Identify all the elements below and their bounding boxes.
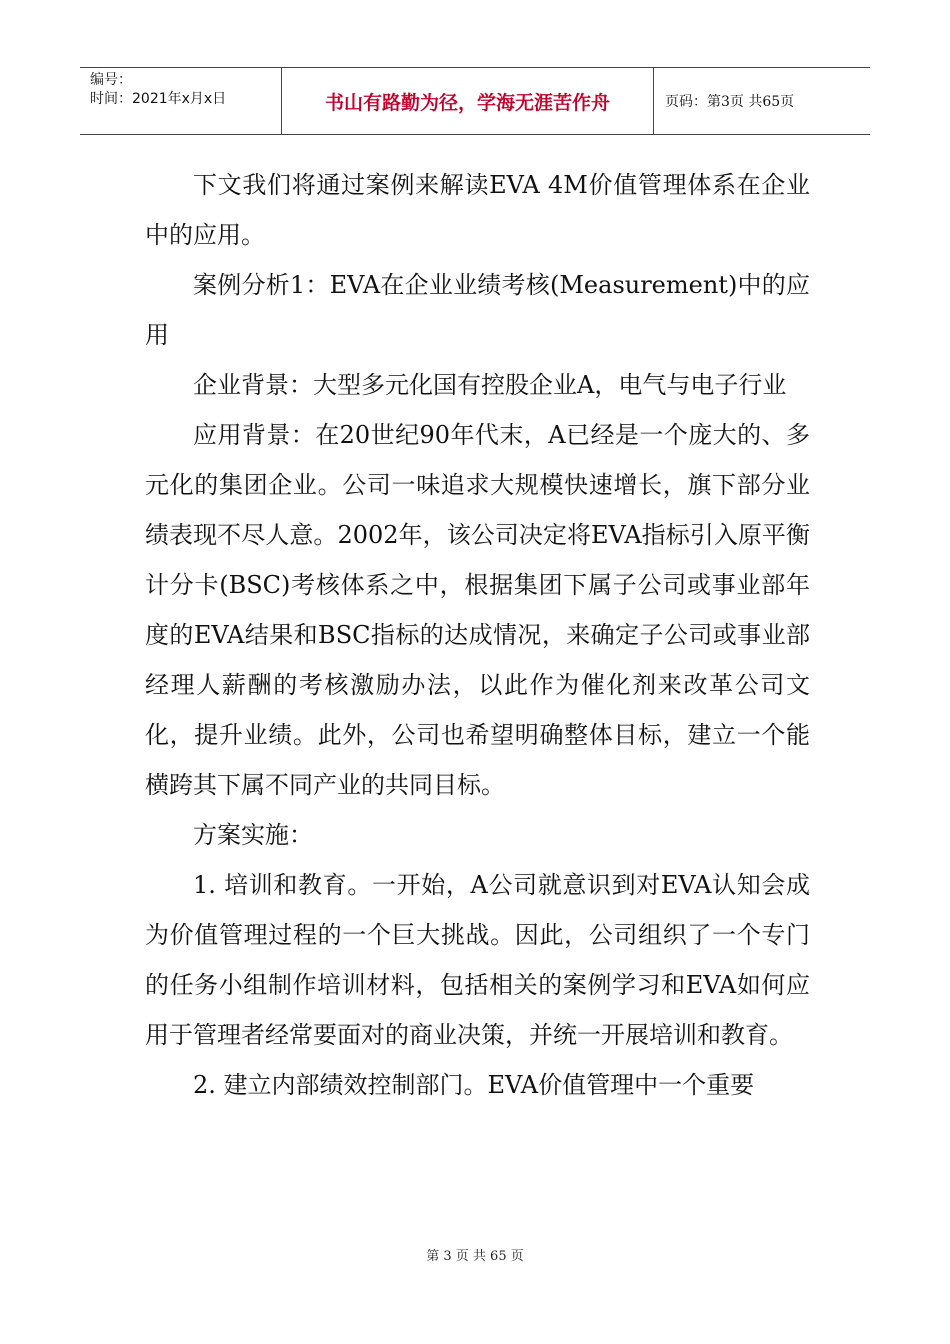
paragraph-case-title: 案例分析1：EVA在企业业绩考核(Measurement)中的应用 [145,271,810,349]
number-label: 编号： [90,72,132,88]
paragraph-implementation-heading: 方案实施： [193,821,313,849]
paragraph-application-background: 应用背景：在20世纪90年代末，A已经是一个庞大的、多元化的集团企业。公司一味追求大规模快速增长，旗下部分业绩表现不尽人意。2002年，该公司决定将EVA指标引入原平衡计分卡(BSC)考核体系之中，根据集团下属子公司或事业部年度的EVA结果和BSC指标的达成情况，来确定子公司或事业部经理人薪酬的考核激励办法，以此作为催化剂来改革公司文化，提升业绩。此外，公司也希望明确整体目标，建立一个能横跨其下属不同产业的共同目标。 [145,421,810,799]
header-motto: 书山有路勤为径，学海无涯苦作舟 [282,68,654,134]
paragraph-intro: 下文我们将通过案例来解读EVA 4M价值管理体系在企业中的应用。 [145,171,810,249]
header-page-info: 页码：第3页 共65页 [665,94,795,110]
page-header [80,67,870,135]
paragraph-company-background: 企业背景：大型多元化国有控股企业A，电气与电子行业 [193,371,787,399]
paragraph-training: 1. 培训和教育。一开始，A公司就意识到对EVA认知会成为价值管理过程的一个巨大挑战。因此，公司组织了一个专门的任务小组制作培训材料，包括相关的案例学习和EVA如何应用于管理者经常要面对的商业决策，并统一开展培训和教育。 [145,871,810,1049]
page-footer: 第 3 页 共 65 页 [426,1249,524,1264]
paragraph-control-department: 2. 建立内部绩效控制部门。EVA价值管理中一个重要 [193,1071,755,1099]
time-label: 时间：2021年x月x日 [90,91,227,107]
header-meta [80,68,282,134]
document-body [145,160,810,1110]
